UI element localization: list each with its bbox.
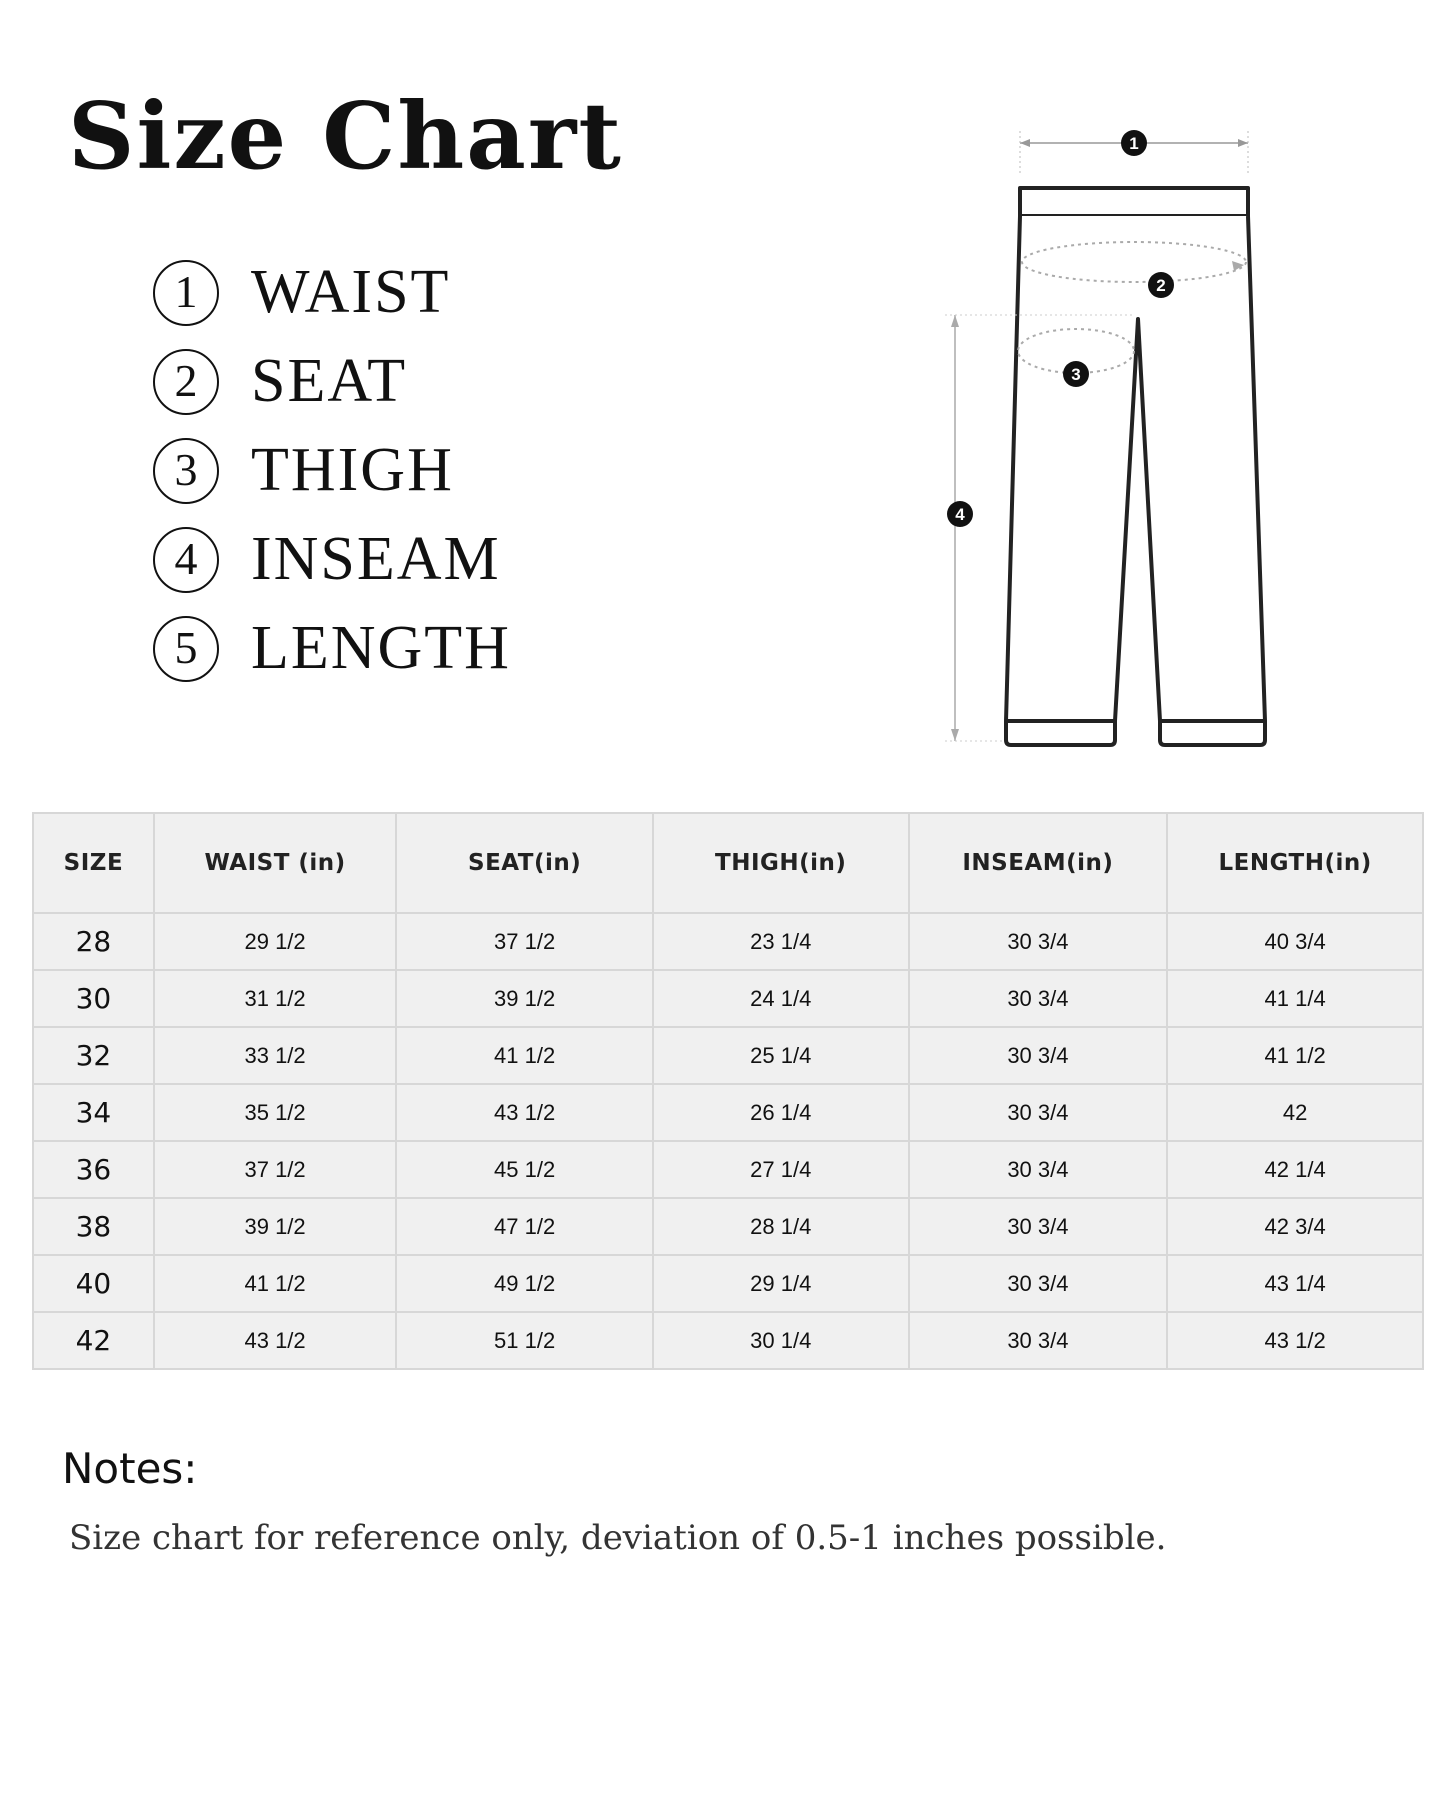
table-header-row (33, 813, 1423, 913)
size-cell: 34 (33, 1084, 154, 1141)
thigh-cell: 26 1/4 (653, 1084, 909, 1141)
table-row (33, 1198, 1423, 1255)
legend-item-length (153, 604, 511, 693)
legend-number: 2 (153, 349, 219, 415)
length-cell: 42 3/4 (1167, 1198, 1423, 1255)
waist-cell: 43 1/2 (154, 1312, 397, 1369)
column-header-size: SIZE (33, 813, 154, 913)
inseam-cell: 30 3/4 (909, 1141, 1168, 1198)
waist-cell: 39 1/2 (154, 1198, 397, 1255)
seat-cell: 43 1/2 (396, 1084, 653, 1141)
size-cell: 42 (33, 1312, 154, 1369)
legend-number: 1 (153, 260, 219, 326)
legend-label: INSEAM (251, 525, 501, 593)
size-cell: 40 (33, 1255, 154, 1312)
notes-text: Size chart for reference only, deviation of 0.5-1 inches possible. (69, 1518, 1167, 1558)
legend-item-waist (153, 248, 511, 337)
size-cell: 32 (33, 1027, 154, 1084)
legend-label: SEAT (251, 347, 408, 415)
length-cell: 43 1/2 (1167, 1312, 1423, 1369)
legend-label: WAIST (251, 258, 451, 326)
length-cell: 42 1/4 (1167, 1141, 1423, 1198)
marker-1 (1121, 130, 1147, 156)
size-cell: 28 (33, 913, 154, 970)
table-row (33, 1027, 1423, 1084)
seat-cell: 37 1/2 (396, 913, 653, 970)
inseam-cell: 30 3/4 (909, 970, 1168, 1027)
thigh-cell: 28 1/4 (653, 1198, 909, 1255)
seat-cell: 47 1/2 (396, 1198, 653, 1255)
marker-2 (1148, 272, 1174, 298)
waist-cell: 35 1/2 (154, 1084, 397, 1141)
legend-label: LENGTH (251, 614, 511, 682)
thigh-cell: 24 1/4 (653, 970, 909, 1027)
column-header-thigh: THIGH(in) (653, 813, 909, 913)
inseam-cell: 30 3/4 (909, 1198, 1168, 1255)
size-table (32, 812, 1424, 1370)
thigh-cell: 27 1/4 (653, 1141, 909, 1198)
length-cell: 43 1/4 (1167, 1255, 1423, 1312)
table-row (33, 1255, 1423, 1312)
seat-cell: 45 1/2 (396, 1141, 653, 1198)
inseam-cell: 30 3/4 (909, 1084, 1168, 1141)
page-title: Size Chart (68, 82, 623, 190)
pants-diagram (930, 115, 1290, 755)
marker-4 (947, 501, 973, 527)
inseam-cell: 30 3/4 (909, 1027, 1168, 1084)
legend-label: THIGH (251, 436, 454, 504)
seat-cell: 51 1/2 (396, 1312, 653, 1369)
table-row (33, 1141, 1423, 1198)
waist-cell: 31 1/2 (154, 970, 397, 1027)
legend-number: 3 (153, 438, 219, 504)
pants-outline (1006, 188, 1265, 745)
thigh-cell: 30 1/4 (653, 1312, 909, 1369)
svg-text:4: 4 (955, 505, 965, 524)
size-cell: 38 (33, 1198, 154, 1255)
table-row (33, 1312, 1423, 1369)
legend-item-inseam (153, 515, 511, 604)
svg-text:3: 3 (1071, 365, 1081, 384)
legend-item-seat (153, 337, 511, 426)
thigh-cell: 25 1/4 (653, 1027, 909, 1084)
size-cell: 36 (33, 1141, 154, 1198)
inseam-cell: 30 3/4 (909, 913, 1168, 970)
column-header-seat: SEAT(in) (396, 813, 653, 913)
size-cell: 30 (33, 970, 154, 1027)
waist-cell: 37 1/2 (154, 1141, 397, 1198)
column-header-inseam: INSEAM(in) (909, 813, 1168, 913)
waist-cell: 33 1/2 (154, 1027, 397, 1084)
marker-3 (1063, 361, 1089, 387)
column-header-length: LENGTH(in) (1167, 813, 1423, 913)
measurement-legend (153, 248, 511, 693)
size-table-container (32, 812, 1424, 1370)
legend-number: 5 (153, 616, 219, 682)
inseam-cell: 30 3/4 (909, 1255, 1168, 1312)
thigh-cell: 23 1/4 (653, 913, 909, 970)
notes-heading: Notes: (62, 1444, 198, 1493)
seat-cell: 49 1/2 (396, 1255, 653, 1312)
svg-text:2: 2 (1156, 276, 1166, 295)
table-row (33, 970, 1423, 1027)
seat-cell: 41 1/2 (396, 1027, 653, 1084)
legend-number: 4 (153, 527, 219, 593)
table-row (33, 1084, 1423, 1141)
waist-cell: 29 1/2 (154, 913, 397, 970)
table-row (33, 913, 1423, 970)
length-cell: 41 1/2 (1167, 1027, 1423, 1084)
length-cell: 42 (1167, 1084, 1423, 1141)
column-header-waist: WAIST (in) (154, 813, 397, 913)
legend-item-thigh (153, 426, 511, 515)
svg-text:1: 1 (1129, 134, 1139, 153)
seat-cell: 39 1/2 (396, 970, 653, 1027)
thigh-cell: 29 1/4 (653, 1255, 909, 1312)
waist-cell: 41 1/2 (154, 1255, 397, 1312)
inseam-cell: 30 3/4 (909, 1312, 1168, 1369)
length-cell: 40 3/4 (1167, 913, 1423, 970)
length-cell: 41 1/4 (1167, 970, 1423, 1027)
